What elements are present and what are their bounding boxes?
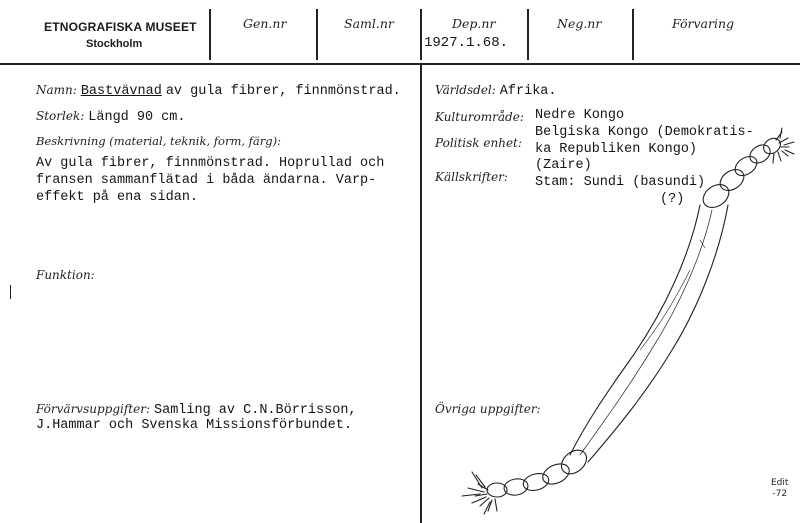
dep-nr-label: Dep.nr <box>452 16 496 31</box>
edit-note-line-2: -72 <box>772 489 788 499</box>
namn-row <box>36 81 401 100</box>
edit-note <box>771 478 788 500</box>
gen-nr-label: Gen.nr <box>243 16 287 31</box>
beskrivning-label: Beskrivning (material, teknik, form, färg): <box>36 134 281 148</box>
namn-rest: av gula fibrer, finnmönstrad. <box>165 84 401 99</box>
museum-name: ETNOGRAFISKA MUSEET <box>44 20 197 34</box>
beskrivning-line-1: Av gula fibrer, finnmönstrad. Hoprullad och <box>36 156 385 171</box>
politisk-line-3: (Zaire) <box>535 158 592 173</box>
header-divider-5 <box>632 9 634 60</box>
namn-word: Bastvävnad <box>80 84 162 99</box>
saml-nr-label: Saml.nr <box>344 16 394 31</box>
storlek-label: Storlek: <box>36 109 85 123</box>
funktion-label: Funktion: <box>36 268 95 282</box>
storlek-value: Längd 90 cm. <box>88 110 186 125</box>
kallskrifter-label: Källskrifter: <box>435 170 508 184</box>
varldsdel-value: Afrika. <box>499 84 557 99</box>
header-divider-3 <box>420 9 422 60</box>
forvaring-label: Förvaring <box>672 16 735 31</box>
politisk-line-1: Belgiska Kongo (Demokratis- <box>535 125 754 140</box>
politisk-label: Politisk enhet: <box>435 136 522 150</box>
beskrivning-line-2: fransen sammanflätad i båda ändarna. Varp- <box>36 173 377 188</box>
neg-nr-label: Neg.nr <box>557 16 602 31</box>
ovriga-label: Övriga uppgifter: <box>435 402 541 416</box>
forvarv-label: Förvärvsuppgifter: <box>36 402 150 416</box>
storlek-row <box>36 107 185 126</box>
margin-mark <box>10 285 11 299</box>
namn-label: Namn: <box>36 83 77 97</box>
forvarv-line-2: J.Hammar och Svenska Missionsförbundet. <box>36 418 352 433</box>
kulturomrade-value: Nedre Kongo <box>535 108 625 123</box>
header-divider-4 <box>527 9 529 60</box>
varldsdel-row <box>435 81 557 100</box>
kallskrifter-value: Stam: Sundi (basundi) <box>535 175 706 190</box>
museum-city: Stockholm <box>86 38 143 50</box>
header-divider-2 <box>316 9 318 60</box>
politisk-line-2: ka Republiken Kongo) <box>535 142 698 157</box>
kulturomrade-label: Kulturområde: <box>435 110 524 124</box>
header-bottom-rule <box>0 63 800 65</box>
forvarv-line-1: Samling av C.N.Börrisson, <box>154 403 357 418</box>
body-center-divider <box>420 63 422 523</box>
dep-nr-value: 1927.1.68. <box>424 35 509 51</box>
varldsdel-label: Världsdel: <box>435 83 496 97</box>
header-divider-1 <box>209 9 211 60</box>
beskrivning-line-3: effekt på ena sidan. <box>36 190 199 205</box>
kallskrifter-note: (?) <box>660 192 685 207</box>
edit-note-line-1: Edit <box>771 478 789 488</box>
